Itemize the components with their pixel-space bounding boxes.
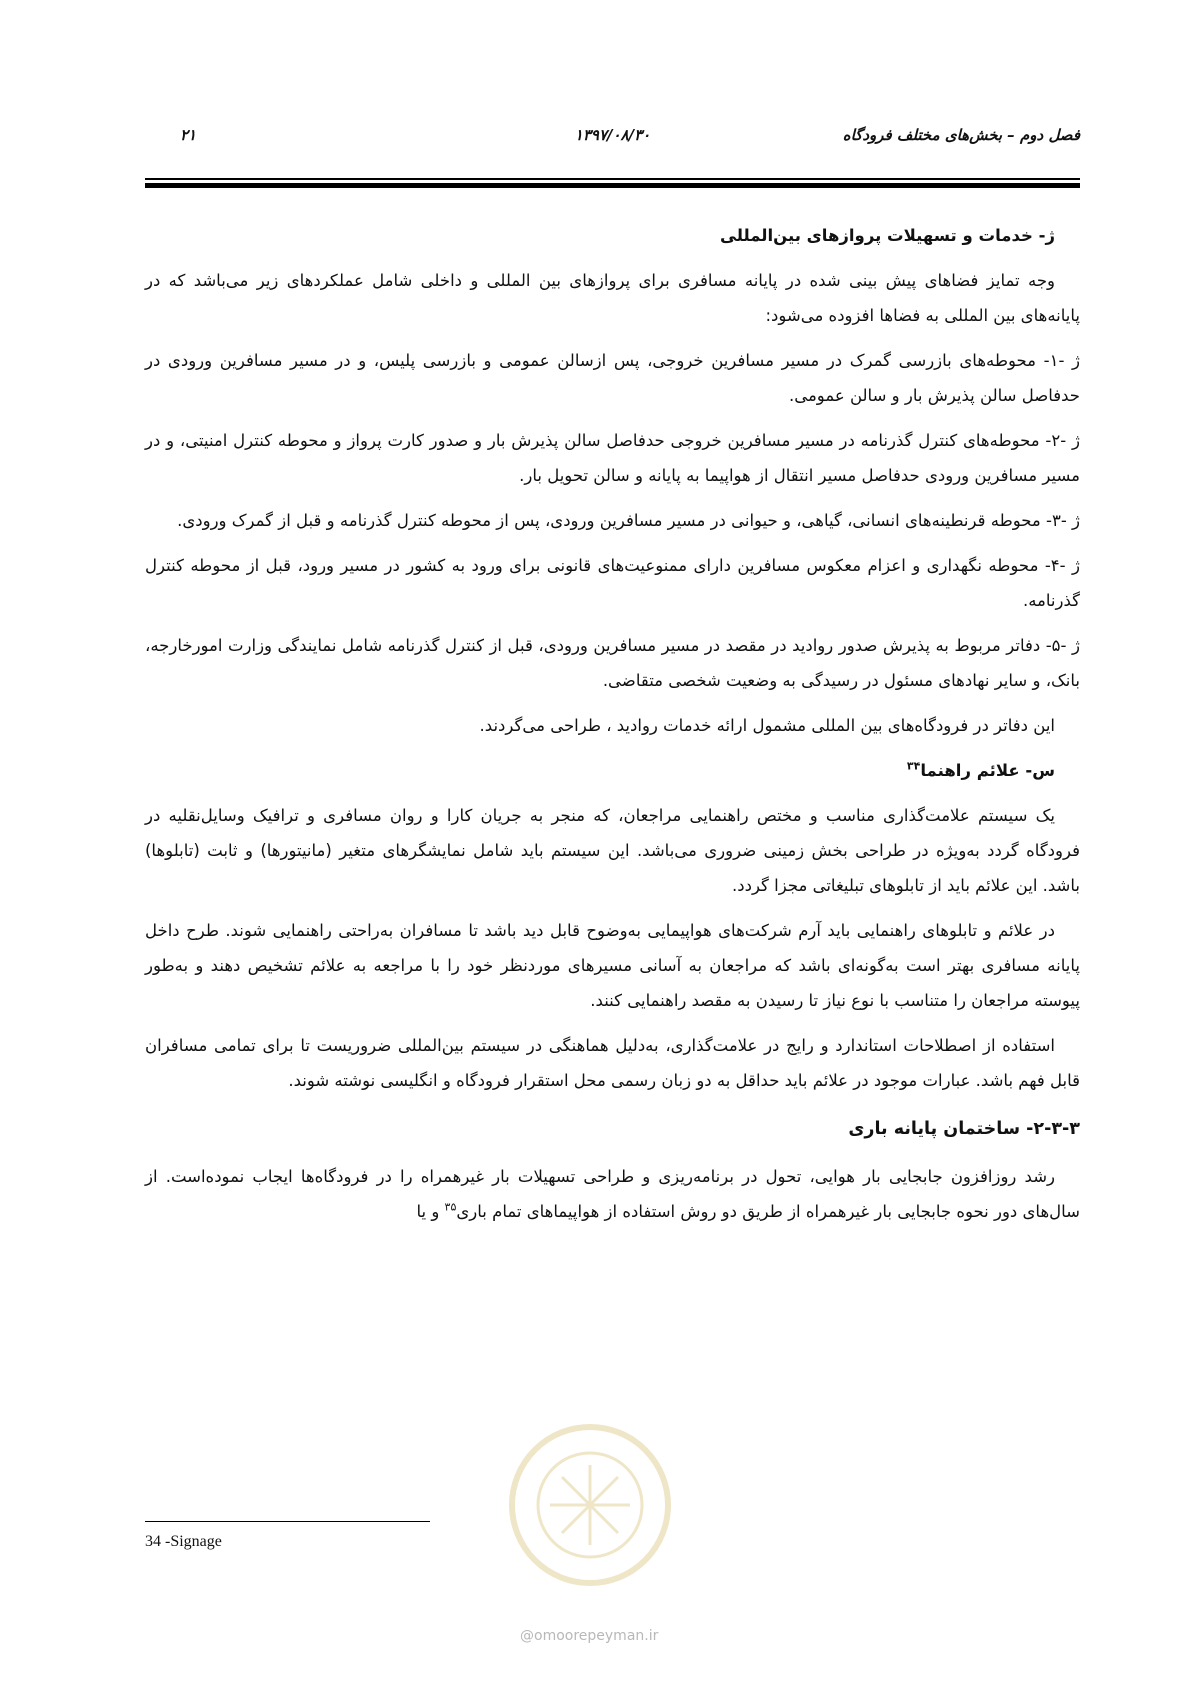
section-heading-cargo: ۲-۳-۳- ساختمان پایانه باری: [848, 1119, 1080, 1139]
section-heading-services: ژ- خدمات و تسهیلات پروازهای بین‌المللی: [720, 226, 1055, 245]
page-header: [145, 126, 1080, 156]
footnote: 34 -Signage: [145, 1533, 222, 1550]
watermark-logo: [490, 1405, 690, 1605]
cargo-paragraph-start: رشد روزافزون جابجایی بار هوایی، تحول در برنامه‌ریزی و طراحی تسهیلات بار غیرهمراه را در فرودگاه‌ها ایجاب نموده‌است. از سال‌های دور نحوه جابجایی بار غیرهمراه از طریق دو روش استفاده از هواپیماهای تمام باری: [145, 1167, 1080, 1221]
header-rule-thin: [145, 178, 1080, 180]
footnote-ref: ۳۴: [906, 759, 921, 773]
page-number: ۲۱: [180, 126, 197, 144]
watermark-text: @omoorepeyman.ir: [520, 1628, 659, 1644]
page-body: [145, 218, 1080, 1239]
paragraph: استفاده از اصطلاحات استاندارد و رایج در علامت‌گذاری، به‌دلیل هماهنگی در سیستم بین‌المللی ضروریست تا برای تمامی مسافران قابل فهم باشد. عبارات موجود در علائم باید حداقل به دو زبان رسمی محل استقرار فرودگاه و انگلیسی نوشته شوند.: [145, 1036, 1080, 1090]
cargo-paragraph: [145, 1159, 1080, 1229]
paragraph: یک سیستم علامت‌گذاری مناسب و مختص راهنمایی مراجعان، که منجر به جریان کارا و روان مسافری و ترافیک وسایل‌نقلیه در فرودگاه گردد به‌ویژه در طراحی بخش زمینی ضروری می‌باشد. این سیستم باید شامل نمایشگرهای متغیر (مانیتورها) و ثابت (تابلوها) باشد. این علائم باید از تابلوهای تبلیغاتی مجزا گردد.: [145, 806, 1080, 895]
header-rule-thick: [145, 183, 1080, 188]
footnote-rule: [145, 1521, 430, 1522]
section-heading-signage: [145, 753, 1080, 788]
list-item: ژ -۵- دفاتر مربوط به پذیرش صدور روادید در مقصد در مسیر مسافرین ورودی، قبل از کنترل گذرنامه شامل نمایندگی وزارت امورخارجه، بانک، و سایر نهادهای مسئول در رسیدگی به وضعیت شخصی متقاضی.: [145, 636, 1080, 690]
list-item: ژ -۴- محوطه نگهداری و اعزام معکوس مسافرین دارای ممنوعیت‌های قانونی برای ورود به کشور در مسیر ورود، قبل از محوطه کنترل گذرنامه.: [145, 556, 1081, 610]
paragraph: در علائم و تابلوهای راهنمایی باید آرم شرکت‌های هواپیمایی به‌وضوح قابل دید باشد تا مسافران به‌راحتی راهنمایی شوند. طرح داخل پایانه مسافری بهتر است به‌گونه‌ای باشد که مراجعان به آسانی مسیرهای موردنظر خود را با مراجعه به علائم تشخیص دهند و به‌طور پیوسته مراجعان را متناسب با نوع نیاز تا رسیدن به مقصد راهنمایی کنند.: [145, 921, 1080, 1010]
footnote-ref: ۳۵: [444, 1200, 457, 1214]
section-intro: وجه تمایز فضاهای پیش بینی شده در پایانه مسافری برای پروازهای بین المللی و داخلی شامل عملکردهای زیر می‌باشد که در پایانه‌های بین المللی به فضاها افزوده می‌شود:: [145, 271, 1080, 325]
closing-paragraph: این دفاتر در فرودگاه‌های بین المللی مشمول ارائه خدمات روادید ، طراحی می‌گردند.: [479, 716, 1055, 735]
signage-heading-text: س- علائم راهنما: [920, 761, 1055, 780]
list-item: ژ -۱- محوطه‌های بازرسی گمرک در مسیر مسافرین خروجی، پس ازسالن عمومی و بازرسی پلیس، و در مسیر مسافرین ورودی در حدفاصل سالن پذیرش بار و سالن عمومی.: [145, 351, 1080, 405]
list-item: ژ -۳- محوطه قرنطینه‌های انسانی، گیاهی، و حیوانی در مسیر مسافرین ورودی، پس از محوطه کنترل گذرنامه و قبل از گمرک ورودی.: [177, 511, 1080, 530]
chapter-title: فصل دوم – بخش‌های مختلف فرودگاه: [842, 126, 1080, 144]
list-item: ژ -۲- محوطه‌های کنترل گذرنامه در مسیر مسافرین خروجی حدفاصل سالن پذیرش بار و صدور کارت پرواز و محوطه کنترل امنیتی، و در مسیر مسافرین ورودی حدفاصل مسیر انتقال از هواپیما به پایانه و سالن تحویل بار.: [145, 431, 1080, 485]
header-date: ۱۳۹۷/۰۸/۳۰: [574, 126, 651, 144]
cargo-paragraph-end: و یا: [416, 1202, 445, 1221]
